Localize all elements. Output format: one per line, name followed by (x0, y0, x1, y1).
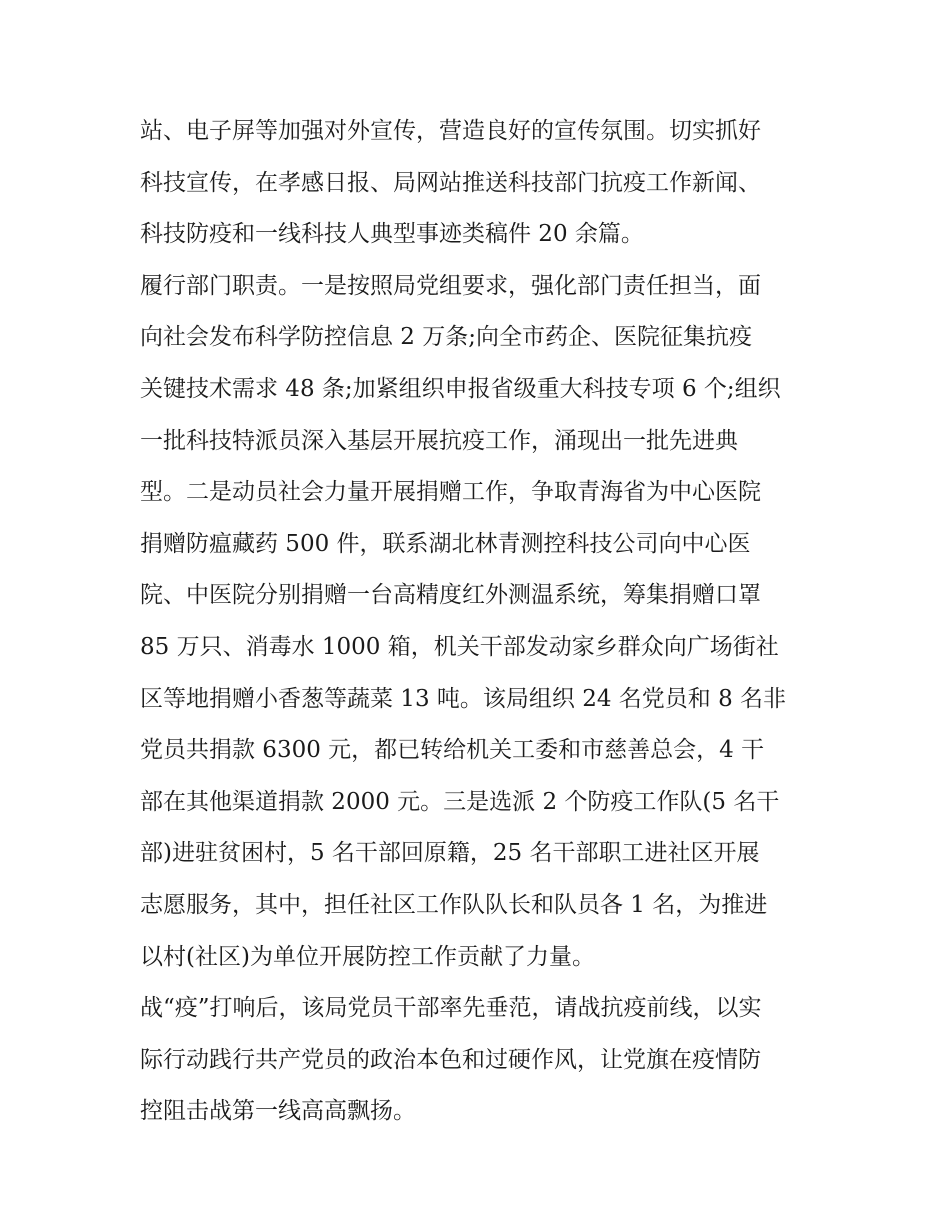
text-line: 履行部门职责。一是按照局党组要求，强化部门责任担当，面 (140, 272, 761, 299)
text-line: 际行动践行共产党员的政治本色和过硬作风，让党旗在疫情防 (140, 1046, 761, 1073)
text-line: 部在其他渠道捐款 2000 元。三是选派 2 个防疫工作队(5 名干 (140, 788, 780, 815)
text-line: 部)进驻贫困村，5 名干部回原籍，25 名干部职工进社区开展 (140, 840, 760, 867)
body-text (140, 106, 820, 1138)
text-line: 一批科技特派员深入基层开展抗疫工作，涌现出一批先进典 (140, 427, 738, 454)
text-line: 站、电子屏等加强对外宣传，营造良好的宣传氛围。切实抓好 (140, 118, 761, 144)
text-line: 志愿服务，其中，担任社区工作队队长和队员各 1 名，为推进 (140, 891, 768, 918)
text-line: 控阻击战第一线高高飘扬。 (140, 1098, 416, 1125)
text-line: 科技防疫和一线科技人典型事迹类稿件 20 余篇。 (140, 221, 644, 248)
text-line: 战“疫”打响后，该局党员干部率先垂范，请战抗疫前线，以实 (140, 995, 762, 1022)
text-line: 捐赠防瘟藏药 500 件，联系湖北林青测控科技公司向中心医 (140, 530, 751, 557)
text-line: 向社会发布科学防控信息 2 万条;向全市药企、医院征集抗疫 (140, 324, 753, 351)
text-line: 党员共捐款 6300 元，都已转给机关工委和市慈善总会，4 干 (140, 737, 765, 764)
text-line: 85 万只、消毒水 1000 箱，机关干部发动家乡群众向广场街社 (140, 633, 779, 660)
text-line: 科技宣传，在孝感日报、局网站推送科技部门抗疫工作新闻、 (140, 169, 761, 196)
text-line: 以村(社区)为单位开展防控工作贡献了力量。 (140, 943, 595, 970)
text-line: 院、中医院分别捐赠一台高精度红外测温系统，筹集捐赠口罩 (140, 582, 761, 609)
text-line: 关键技术需求 48 条;加紧组织申报省级重大科技专项 6 个;组织 (140, 375, 781, 402)
text-line: 区等地捐赠小香葱等蔬菜 13 吨。该局组织 24 名党员和 8 名非 (140, 685, 787, 712)
text-line: 型。二是动员社会力量开展捐赠工作，争取青海省为中心医院 (140, 479, 761, 506)
